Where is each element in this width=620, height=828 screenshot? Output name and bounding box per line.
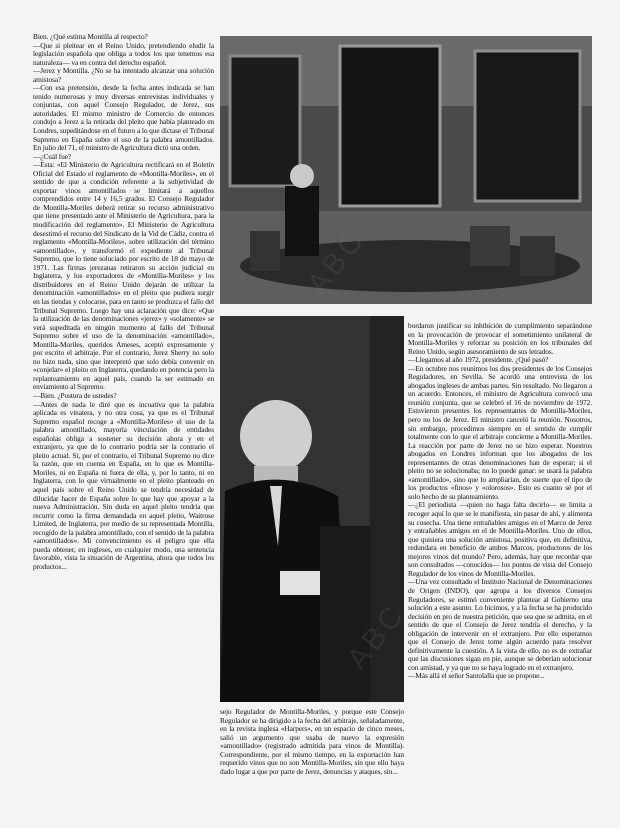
portrait-illustration xyxy=(220,316,404,702)
article-column-1: Bien. ¿Qué estima Montilla al respecto? —Que si pleitear en el Reino Unido, pretendiendo eludir la legislación española que obliga a todos los que tenemos esa naturaleza— va en contra del derecho español. —Jerez y Montilla. ¿No se ha intentado alcanzar una solución amistosa? —Con esa pretensión, desde la fecha antes indicada se han tenido numerosas y muy diversas entrevistas individuales y conjuntas, con aquel Consejo Regulador, de Jerez, sus autoridades. El mismo ministro de Comercio de entonces condujo a Jerez a la retirada del pleito que había planteado en Londres, supeditándose en el futuro a lo que dictase el Tribunal Supremo en España sobre el uso de la palabra amontillados. En julio del 71, el ministro de Agricultura dictó una orden. —¿Cuál fue? —Esta: «El Ministerio de Agricultura rectificará en el Boletín Oficial del Estado el reglamento de «Montilla-Moriles», en el sentido de que a condición referente a la subjetividad de exportar vinos amontillados se limitará a aquellos comprendidos entre 14 y 16,5 grados. El Consejo Regulador de Montilla-Moriles deberá retirar su recurso administrativo que tiene presentado ante el Ministerio de Agricultura, para la modificación del reglamento». El Ministerio de Agricultura desestimó el recurso del Sindicato de la Vid de Cádiz, contra el reglamento «Montilla-Moriles», sobre utilización del término «amontillado», y transformó el expediente al Tribunal Supremo, que lo tiene soluciado por escrito de 18 de mayo de 1971. Las firmas jerezanas retiraron su acción judicial en Inglaterra, y los exportadores de «Montilla-Moriles» y los distribuidores en el Reino Unido dejarán de utilizar la denominación «amontillados» en el pleito que pudiera surgir en las tiendas y colocarse, para en tanto se produzca el fallo del Tribunal Supremo. Luego hay una aclaración que dice: «Que la utilización de las denominaciones «jerez» y «solamente» se verá supeditada en ningún momento al fallo del Tribunal Supremo sobre el uso de la denominación «amontillado», Montilla-Moriles, queridos Ameses, aceptó expresamente y por escrito el arbitraje. Por el contrario, Jerez Sherry no solo no hizo nada, sino que interpretó que solo debía convenir en «conjelar» el pleito en Inglaterra, quedando en potencia pero la replanteamiento en aquel país, cuando la ser estimado en enviamiento al Supremo. —Bien. ¿Postura de ustedes? —Antes de nada le diré que es incoativa que la palabra aplicada es vinatera, y no otra cosa, ya que es el Tribunal Supremo español recoge a «Montilla-Moriles» el uso de la palabra amontillado, mayoría vinculación de entidades españolas obliga a sostener su decisión ahora y en el extranjero, ya que de lo contrario podría ser la contrario el pleito actual. Si, por el contrario, el Tribunal Supremo no dice la razón, que en cuenta en España, en lo que es Montilla-Moriles, ni en España ni fuera de ella, y, por lo tanto, ni en Inglaterra, con lo que virtualmente en el pleito planteado en aquel país sobre el Reino Unido se tendría necesidad de dilucidar hacer de España sobre lo que hay que apoyar a la nueva Administración. Sin duda en aquel pleito tendría que recurrir como la firma demandada en aquel pleito, Waitrose Limited, de Inglaterra, por medio de su representada Montilla, recogido de la palabra amontillado, con el sentido de la palabra «amontillados». Mi convencimiento es el peligro que ella pueda obtener, en ingleses, en cualquier modo, una sentencia favorable, vista la situación de Argentina, ahora que todos los productos... xyxy=(33,33,214,571)
portrait-photo xyxy=(220,316,404,702)
article-column-3: bordaron justificar su inhibición de cumplimiento separándose en la provocación de provocar el sometimiento unilateral de Montilla-Moriles y reforzar su posición en los tribunales del Reino Unido, según asesoramiento de sus letrados. —Llegamos al año 1972, presidente. ¿Qué pasó? —En octubre nos reunimos los dos presidentes de los Consejos Reguladores, en Sevilla. Se acordó una entrevista de los abogados ingleses de ambas partes. Sin resultado. No llegaron a un acuerdo. Entonces, el ministro de Agricultura convocó una reunión conjunta, que se celebró el 16 de noviembre de 1972. Estuvieron presentes los representantes de Montilla-Moriles, pero no los de Jerez. El ministro canceló la reunión. Nosotros, sin embargo, procedimos siempre en el sentido de cumplir totalmente con lo que el arbitraje concierne a Montilla-Moriles. La reacción por parte de Jerez no se hizo esperar. Nuestros abogados en Londres informan que los abogados de los representantes de otras denominaciones han de esperar; si el pleito no se solucionaba; no lo puede ganar: se usará la palabra «amontillado», sino que lo ampliarían, de suerte que el tipo de los productos «finos» y «olorosos». Esto es cuanto sé por el solo hecho de su planteamiento. —¿El periodista —quien no haga falta decirlo— se limita a recoger aquí lo que se le manifiesta, sin pasar de ahí, y alimenta su cosecha. Una tiene entrañables amigos en el Marco de Jerez y entrañables amigos en el de Montilla-Moriles. Uno de ellos, que quisiera una solución amistosa, positiva que, en definitiva, redundara en beneficio de ambos Marcos, productores de los mejores vinos del mundo? Pero, además, hay que recordar que son consultados —conocidos— los puntos de vista del Consejo Regulador de los vinos de Montilla-Moriles. —Una vez consultado el Instituto Nacional de Denominaciones de Origen (INDO), que agrupa a los diversos Consejos Reguladores, se estimó conveniente plantear al Gobierno una solución a este asunto. Lo hicimos, y a la fecha se ha producido decisión en pro de nuestra petición, que sea que se admita, en el sentido de que el Consejo de Jerez tendría el derecho, y la obligación de intervenir en el extranjero. Por ello esperamos que el Consejo de Jerez tome algún acuerdo para resolver definitivamente la cuestión. A la vista de ello, no es de extrañar que las discusiones sigan en pie, aunque se deberían solucionar con amistad, y ya que no se haya logrado en el extranjero. —Más allá el señor Santolalla que se propone... xyxy=(408,322,592,681)
meeting-room-illustration xyxy=(220,36,592,304)
article-column-2: sejo Regulador de Montilla-Moriles, y porque este Consejo Regulador se ha dirigido a la fecha del arbitraje, señaladamente, en la revista inglesa «Harpers», en un espacio de cinco meses, salió un argumento que usaba de nuevo la expresión «amontillado» (registrado admitida para vinos de Montilla). Correspondiente, por el mismo tiempo, en la exportación han requerido vinos que no son Montilla-Moriles, sin que ello haya dado lugar a que por parte de Jerez, denuncias y ataques, sin... xyxy=(220,708,404,776)
meeting-room-photo xyxy=(220,36,592,304)
